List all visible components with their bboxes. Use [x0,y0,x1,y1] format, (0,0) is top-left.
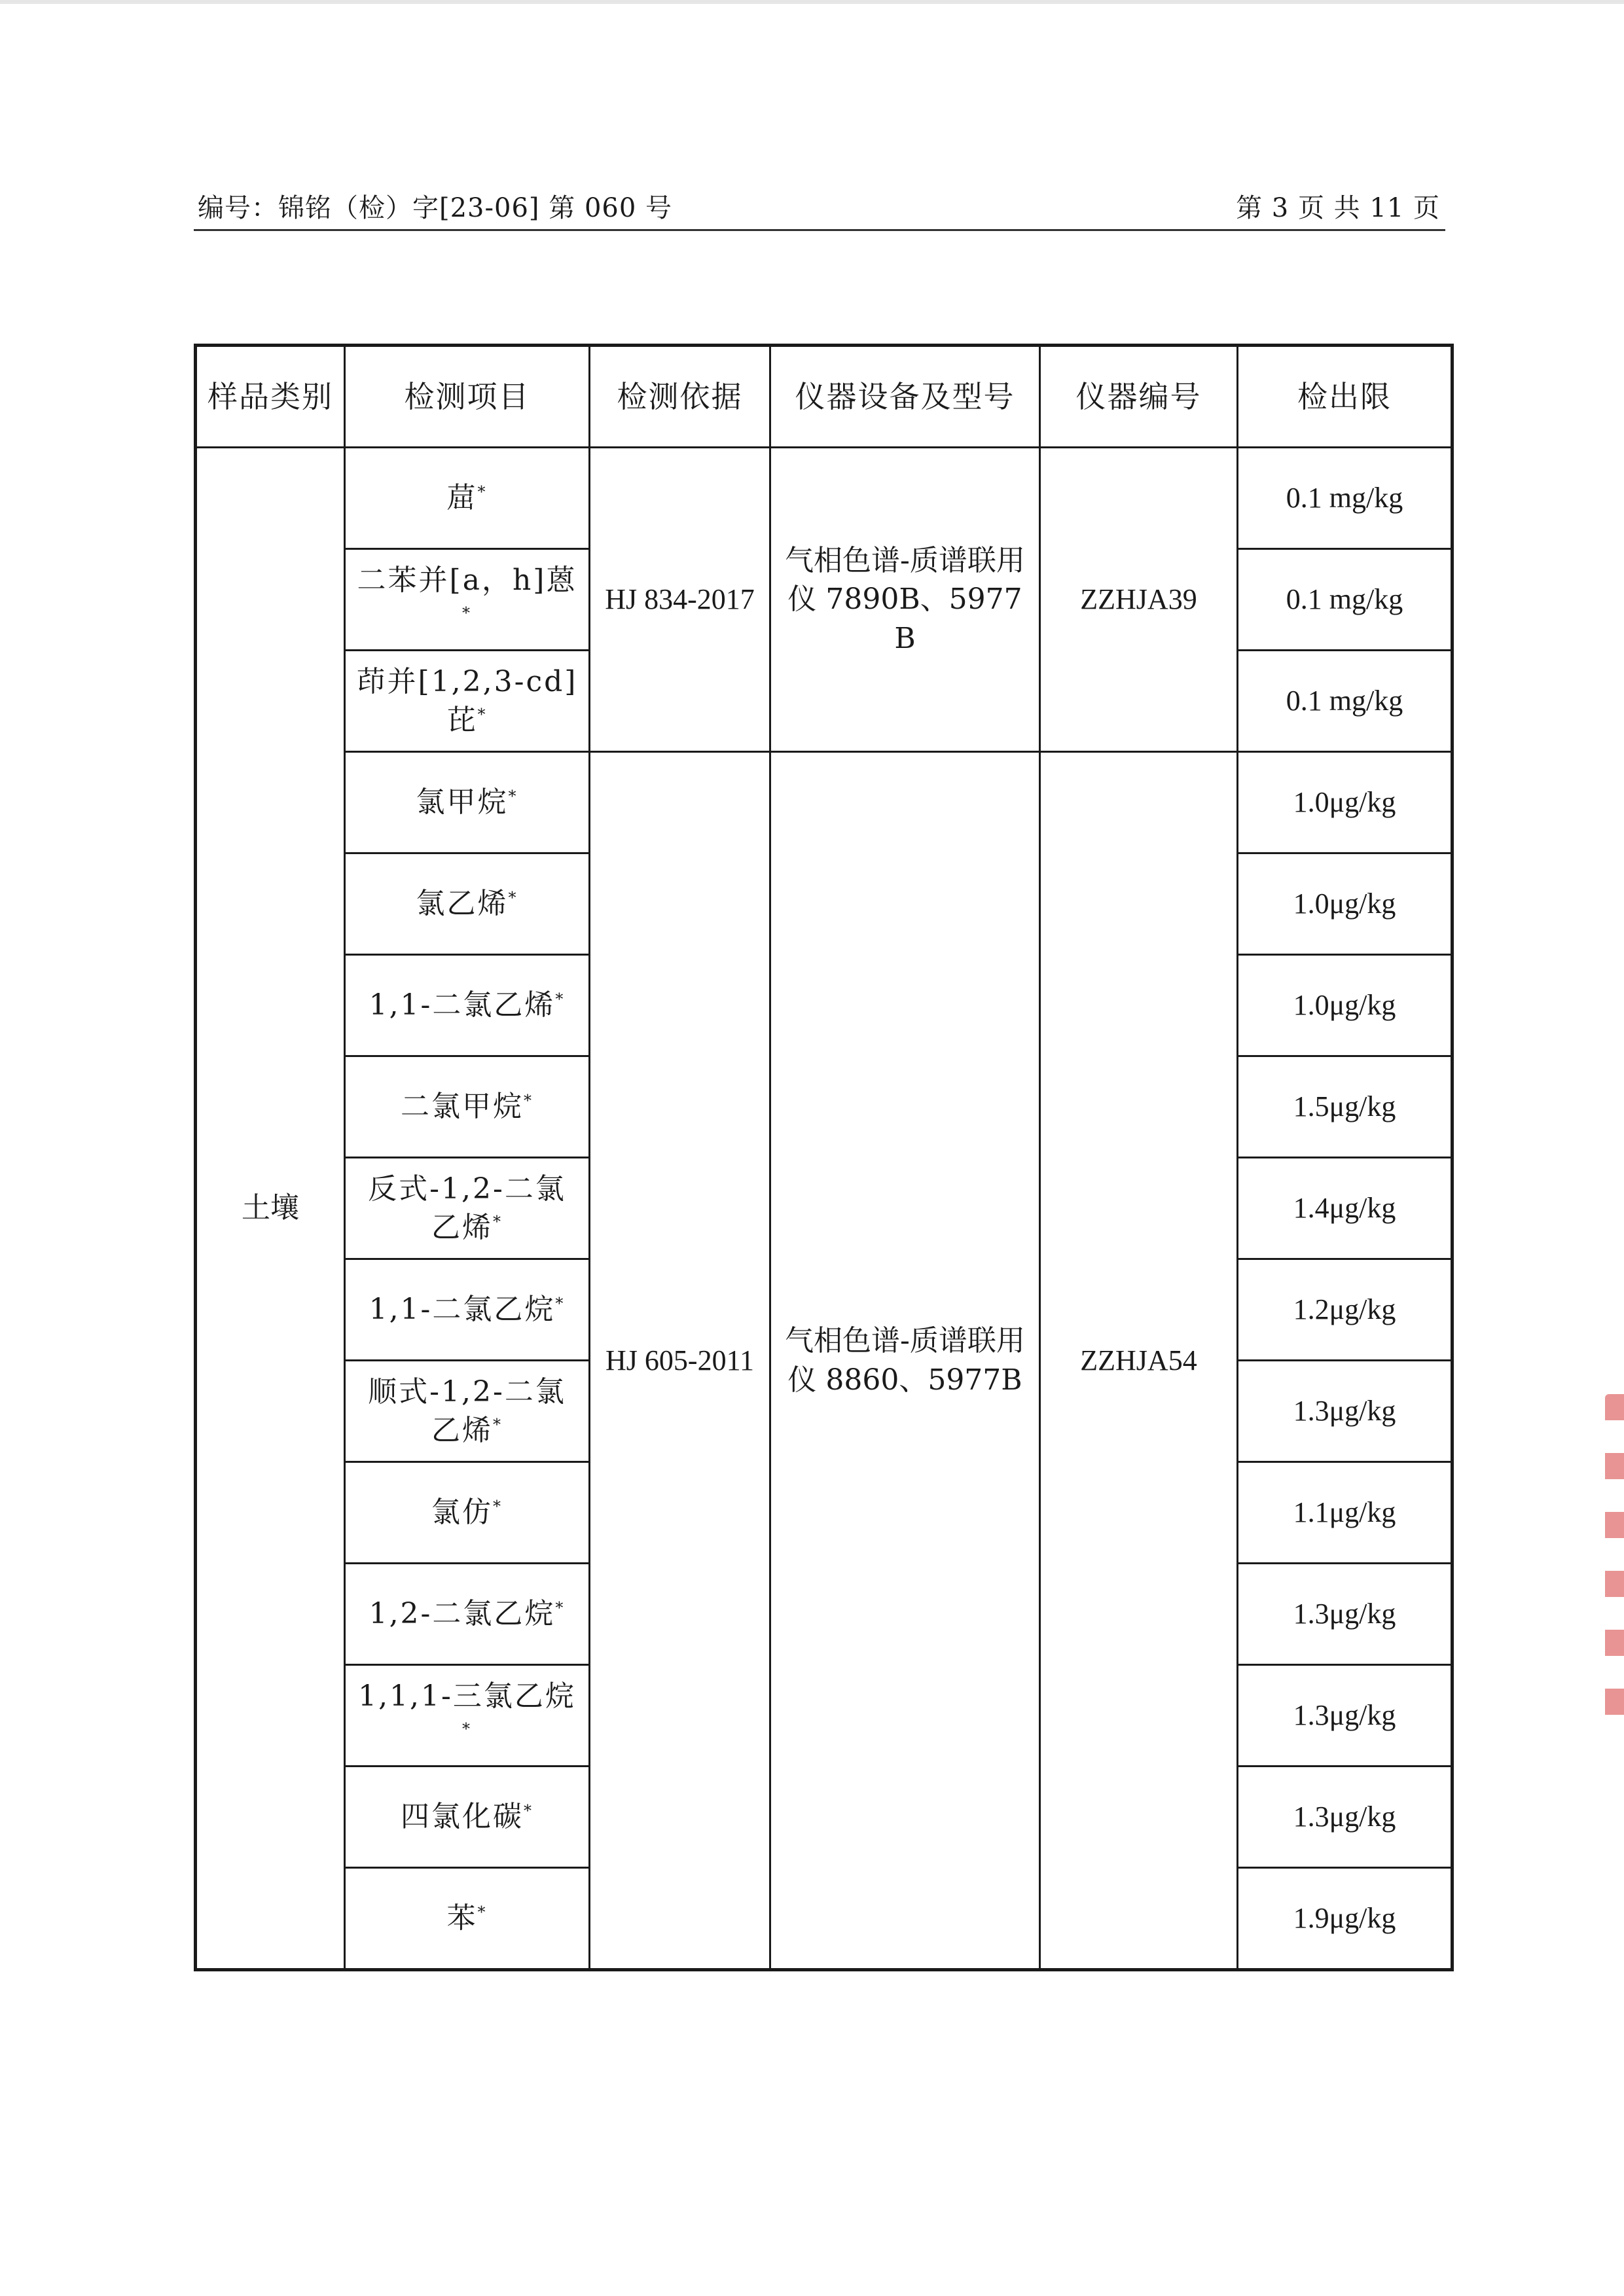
footnote-mark: * [462,1719,472,1738]
test-item-cell [345,1462,590,1564]
page-indicator: 第 3 页 共 11 页 [1236,193,1440,223]
test-item-cell [345,853,590,955]
detection-limits-table [194,344,1454,1971]
detection-limit-cell: 1.5μg/kg [1238,1056,1453,1158]
test-item-cell [345,1665,590,1767]
detection-limit-cell: 1.3μg/kg [1238,1564,1453,1665]
header-divider [194,229,1445,231]
detection-limit-cell: 1.0μg/kg [1238,955,1453,1056]
test-item-name: 顺式-1,2-二氯乙烯 [368,1374,566,1447]
test-item-name: 1,1,1-三氯乙烷 [358,1679,576,1713]
detection-limit-cell: 1.2μg/kg [1238,1259,1453,1361]
sample-category-cell: 土壤 [196,448,345,1970]
instrument-cell: 气相色谱-质谱联用仪 8860、5977B [770,752,1040,1970]
test-item-cell [345,1259,590,1361]
test-basis-cell: HJ 605-2011 [590,752,770,1970]
header-test-basis: 检测依据 [590,346,770,448]
test-item-name: 茚并[1,2,3-cd]芘 [356,664,578,737]
test-item-cell [345,549,590,651]
test-item-name: 反式-1,2-二氯乙烯 [368,1172,566,1244]
table-row [196,448,1453,549]
table-header-row [196,346,1453,448]
detection-limit-cell: 1.1μg/kg [1238,1462,1453,1564]
detection-limit-cell: 1.0μg/kg [1238,752,1453,853]
detection-limit-cell: 0.1 mg/kg [1238,448,1453,549]
test-item-name: 氯甲烷 [416,785,509,819]
footnote-mark: * [524,1801,533,1820]
test-item-cell [345,1361,590,1462]
test-item-name: 二氯甲烷 [401,1090,524,1124]
test-item-name: 苯 [446,1901,478,1935]
instrument-cell: 气相色谱-质谱联用仪 7890B、5977B [770,448,1040,752]
footnote-mark: * [555,990,566,1009]
footnote-mark: * [555,1294,566,1313]
test-item-cell [345,1158,590,1259]
test-item-name: 四氯化碳 [401,1800,524,1834]
test-item-name: 氯仿 [431,1496,493,1530]
scan-edge [0,0,1624,4]
test-item-cell [345,448,590,549]
header-instrument: 仪器设备及型号 [770,346,1040,448]
table-body [196,448,1453,1970]
detection-limit-cell: 1.9μg/kg [1238,1868,1453,1970]
test-item-cell [345,1056,590,1158]
detection-limit-cell: 0.1 mg/kg [1238,549,1453,651]
test-item-name: 䓛 [446,481,478,515]
footnote-mark: * [493,1415,503,1434]
test-item-name: 二苯并[a，h]蒽 [357,563,577,597]
header-test-item: 检测项目 [345,346,590,448]
header-sample-category: 样品类别 [196,346,345,448]
footnote-mark: * [477,482,488,501]
red-seal-fragment [1605,1394,1624,1721]
test-item-cell [345,955,590,1056]
footnote-mark: * [555,1598,566,1617]
footnote-mark: * [477,1903,488,1922]
test-item-cell [345,1868,590,1970]
detection-limit-cell: 1.4μg/kg [1238,1158,1453,1259]
test-item-cell [345,752,590,853]
document-number: 编号：锦铭（检）字[23-06] 第 060 号 [198,193,673,223]
test-item-cell [345,651,590,752]
detection-limit-cell: 1.3μg/kg [1238,1767,1453,1868]
footnote-mark: * [462,603,472,622]
detection-limit-cell: 1.3μg/kg [1238,1665,1453,1767]
header-detection-limit: 检出限 [1238,346,1453,448]
test-item-cell [345,1564,590,1665]
instrument-number-cell: ZZHJA54 [1040,752,1238,1970]
test-item-name: 1,1-二氯乙烷 [369,1293,556,1327]
instrument-number-cell: ZZHJA39 [1040,448,1238,752]
detection-limit-cell: 1.0μg/kg [1238,853,1453,955]
footnote-mark: * [524,1091,533,1110]
footnote-mark: * [508,787,518,806]
detection-limit-cell: 0.1 mg/kg [1238,651,1453,752]
footnote-mark: * [477,705,488,724]
page-header [194,187,1445,228]
test-item-name: 1,2-二氯乙烷 [369,1597,556,1631]
test-item-name: 氯乙烯 [416,887,509,921]
footnote-mark: * [508,888,518,907]
footnote-mark: * [493,1497,503,1516]
header-instrument-number: 仪器编号 [1040,346,1238,448]
footnote-mark: * [493,1212,503,1231]
test-item-cell [345,1767,590,1868]
detection-limit-cell: 1.3μg/kg [1238,1361,1453,1462]
test-item-name: 1,1-二氯乙烯 [369,988,556,1022]
test-basis-cell: HJ 834-2017 [590,448,770,752]
table-row [196,752,1453,853]
